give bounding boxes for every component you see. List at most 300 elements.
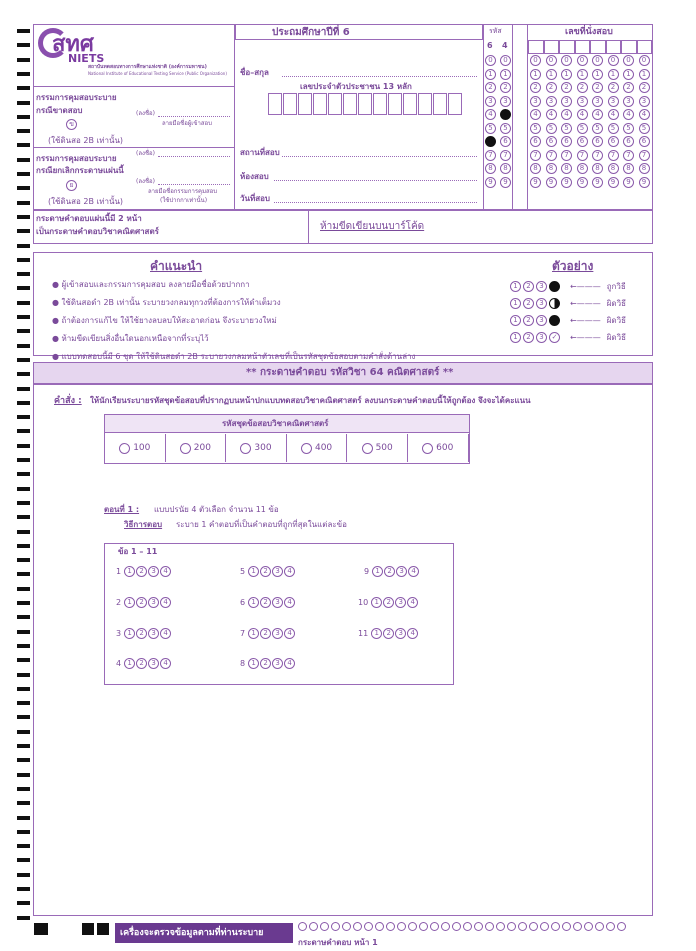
seat-number-bubble[interactable]: 9 bbox=[639, 177, 650, 188]
timing-mark bbox=[17, 487, 30, 491]
footer-bubble bbox=[485, 922, 494, 931]
seat-number-bubble[interactable]: 2 bbox=[546, 82, 557, 93]
set-code-bubble[interactable] bbox=[362, 443, 373, 454]
answer-bubble[interactable]: 1 bbox=[124, 566, 135, 577]
example-label: ผิดวิธี bbox=[606, 333, 626, 342]
timing-mark bbox=[17, 401, 30, 405]
id-digit-box[interactable] bbox=[313, 93, 327, 115]
subject-code-bubble[interactable]: 9 bbox=[485, 177, 496, 188]
footer-mark-3 bbox=[97, 923, 109, 935]
seat-number-bubble[interactable]: 9 bbox=[577, 177, 588, 188]
timing-mark bbox=[17, 329, 30, 333]
set-code-option[interactable] bbox=[226, 434, 287, 462]
answer-bubble[interactable]: 2 bbox=[260, 658, 271, 669]
arrow-icon: ←——— bbox=[570, 282, 601, 291]
sign-label-1: (ลงชื่อ) bbox=[136, 110, 155, 117]
subject-code-bubble[interactable]: 7 bbox=[500, 150, 511, 161]
seat-digit-box[interactable] bbox=[637, 40, 653, 54]
answer-bubble[interactable]: 4 bbox=[408, 566, 419, 577]
timing-mark bbox=[17, 615, 30, 619]
timing-mark bbox=[17, 286, 30, 290]
answer-bubble[interactable]: 1 bbox=[248, 566, 259, 577]
seat-number-bubble[interactable]: 4 bbox=[592, 109, 603, 120]
timing-mark bbox=[17, 344, 30, 348]
seat-number-bubble[interactable]: 0 bbox=[623, 55, 634, 66]
proctor-absent-label: กรรมการคุมสอบระบาย bbox=[36, 93, 117, 102]
footer-bubble bbox=[353, 922, 362, 931]
seat-number-bubble[interactable]: 8 bbox=[608, 163, 619, 174]
answer-bubble[interactable]: 1 bbox=[124, 597, 135, 608]
sign-line-2[interactable] bbox=[158, 156, 230, 157]
level-label: ประถมศึกษาปีที่ 6 bbox=[272, 27, 350, 38]
timing-mark bbox=[17, 143, 30, 147]
example-bubble bbox=[549, 298, 560, 309]
subject-code-bubble[interactable]: 0 bbox=[500, 55, 511, 66]
seat-number-bubble[interactable]: 4 bbox=[530, 109, 541, 120]
timing-mark bbox=[17, 701, 30, 705]
answer-bubble[interactable]: 4 bbox=[284, 628, 295, 639]
timing-mark bbox=[17, 801, 30, 805]
seat-number-bubble[interactable]: 1 bbox=[530, 69, 541, 80]
name-line[interactable] bbox=[282, 76, 477, 77]
question-range: ข้อ 1 – 11 bbox=[118, 547, 158, 556]
seat-number-bubble[interactable]: 7 bbox=[530, 150, 541, 161]
timing-mark bbox=[17, 530, 30, 534]
set-code-option[interactable] bbox=[408, 434, 469, 462]
seat-number-bubble[interactable]: 2 bbox=[592, 82, 603, 93]
seat-number-bubble[interactable]: 0 bbox=[592, 55, 603, 66]
answer-bubble[interactable]: 2 bbox=[136, 658, 147, 669]
footer-bubble bbox=[320, 922, 329, 931]
answer-bubble[interactable]: 1 bbox=[371, 628, 382, 639]
timing-mark bbox=[17, 358, 30, 362]
sign-line-3[interactable] bbox=[158, 184, 230, 185]
subject-code-bubble[interactable]: 2 bbox=[485, 82, 496, 93]
subject-code-bubble[interactable]: 8 bbox=[485, 163, 496, 174]
seat-digit-box[interactable] bbox=[528, 40, 544, 54]
id-digit-box[interactable] bbox=[373, 93, 387, 115]
seat-number-column bbox=[577, 55, 588, 190]
example-bubble: 1 bbox=[510, 332, 521, 343]
subject-code-bubble[interactable]: 6 bbox=[485, 136, 496, 147]
seat-number-bubble[interactable]: 3 bbox=[577, 96, 588, 107]
subject-code-bubble[interactable]: 5 bbox=[485, 123, 496, 134]
seat-number-bubble[interactable]: 1 bbox=[577, 69, 588, 80]
answer-bubble[interactable]: 2 bbox=[383, 597, 394, 608]
set-code-bubble[interactable] bbox=[240, 443, 251, 454]
seat-digit-box[interactable] bbox=[590, 40, 606, 54]
seat-number-bubble[interactable]: 9 bbox=[530, 177, 541, 188]
example-bubble: 1 bbox=[510, 298, 521, 309]
part1-desc: แบบปรนัย 4 ตัวเลือก จำนวน 11 ข้อ bbox=[154, 505, 279, 514]
seat-number-bubble[interactable]: 8 bbox=[623, 163, 634, 174]
seat-number-bubble[interactable]: 8 bbox=[561, 163, 572, 174]
seat-number-bubble[interactable]: 2 bbox=[608, 82, 619, 93]
id-digit-box[interactable] bbox=[388, 93, 402, 115]
footer-bubble bbox=[463, 922, 472, 931]
answer-bubble[interactable]: 1 bbox=[248, 597, 259, 608]
seat-number-bubble[interactable]: 2 bbox=[623, 82, 634, 93]
instruction-item: ● ใช้ดินสอดำ 2B เท่านั้น ระบายวงกลมทุกวงที่ต้องการให้ดำเต็มวง bbox=[52, 298, 281, 307]
seat-number-bubble[interactable]: 0 bbox=[608, 55, 619, 66]
footer-bubble bbox=[573, 922, 582, 931]
org-english: National Institute of Educational Testing Service (Public Organization) bbox=[88, 71, 227, 76]
seat-number-bubble[interactable]: 3 bbox=[530, 96, 541, 107]
answer-bubble[interactable]: 2 bbox=[383, 628, 394, 639]
timing-mark bbox=[17, 458, 30, 462]
question-number: 7 bbox=[240, 629, 246, 638]
example-bubble: 2 bbox=[523, 315, 534, 326]
seat-number-bubble[interactable]: 0 bbox=[530, 55, 541, 66]
arrow-icon: ←——— bbox=[570, 316, 601, 325]
seat-number-bubble[interactable]: 6 bbox=[530, 136, 541, 147]
seat-number-bubble[interactable]: 2 bbox=[561, 82, 572, 93]
seat-digit-box[interactable] bbox=[559, 40, 575, 54]
answer-bubble[interactable]: 3 bbox=[272, 628, 283, 639]
timing-mark bbox=[17, 858, 30, 862]
set-code-bubble[interactable] bbox=[119, 443, 130, 454]
footer-mark-1 bbox=[34, 923, 48, 935]
seat-number-bubble[interactable]: 4 bbox=[623, 109, 634, 120]
subject-code-d1: 6 bbox=[487, 41, 493, 50]
venue-label: สถานที่สอบ bbox=[240, 148, 280, 157]
examples-list bbox=[510, 280, 626, 348]
id-digit-box[interactable] bbox=[328, 93, 342, 115]
answer-bubble[interactable]: 2 bbox=[136, 628, 147, 639]
example-row bbox=[510, 314, 626, 327]
seat-number-bubble[interactable]: 1 bbox=[608, 69, 619, 80]
logo-sub: NIETS bbox=[68, 52, 105, 65]
id-digit-box[interactable] bbox=[358, 93, 372, 115]
subject-code-bubble[interactable]: 4 bbox=[485, 109, 496, 120]
seat-number-bubble[interactable]: 5 bbox=[623, 123, 634, 134]
timing-mark bbox=[17, 830, 30, 834]
id-digit-box[interactable] bbox=[268, 93, 282, 115]
id-digit-box[interactable] bbox=[448, 93, 462, 115]
set-code-option[interactable] bbox=[105, 434, 166, 462]
seat-number-bubble[interactable]: 6 bbox=[577, 136, 588, 147]
seat-number-bubble[interactable]: 8 bbox=[546, 163, 557, 174]
sign-label-2: (ลงชื่อ) bbox=[136, 150, 155, 157]
answer-bubble[interactable]: 3 bbox=[272, 658, 283, 669]
seat-number-bubble[interactable]: 7 bbox=[546, 150, 557, 161]
subject-code-bubble[interactable]: 1 bbox=[500, 69, 511, 80]
method-desc: ระบาย 1 คำตอบที่เป็นคำตอบที่ถูกที่สุดในแต่ละข้อ bbox=[176, 520, 347, 529]
example-bubble: 2 bbox=[523, 298, 534, 309]
seat-number-bubble[interactable]: 9 bbox=[623, 177, 634, 188]
timing-mark bbox=[17, 730, 30, 734]
arrow-icon: ←——— bbox=[570, 299, 601, 308]
timing-mark bbox=[17, 572, 30, 576]
seat-number-bubble[interactable]: 4 bbox=[608, 109, 619, 120]
proctor-absent-note: (ใช้ดินสอ 2B เท่านั้น) bbox=[48, 136, 124, 145]
instruction-item: ● ห้ามขีดเขียนสิ่งอื่นใดนอกเหนือจากที่ระบุไว้ bbox=[52, 334, 209, 343]
timing-mark bbox=[17, 758, 30, 762]
footer-mark-2 bbox=[82, 923, 94, 935]
seat-number-bubble[interactable]: 4 bbox=[577, 109, 588, 120]
seat-number-bubble[interactable]: 0 bbox=[561, 55, 572, 66]
seat-number-column bbox=[623, 55, 634, 190]
set-code-value: 300 bbox=[254, 443, 272, 453]
set-code-value: 100 bbox=[133, 443, 151, 453]
seat-number-bubble[interactable]: 3 bbox=[546, 96, 557, 107]
answer-bubble[interactable]: 1 bbox=[248, 628, 259, 639]
answer-bubble[interactable]: 2 bbox=[260, 628, 271, 639]
footer-bubble bbox=[309, 922, 318, 931]
seat-number-bubble[interactable]: 7 bbox=[608, 150, 619, 161]
example-bubble: ✓ bbox=[549, 332, 560, 343]
id-digit-box[interactable] bbox=[418, 93, 432, 115]
answer-bubble[interactable]: 4 bbox=[284, 566, 295, 577]
answer-bubble[interactable]: 2 bbox=[136, 566, 147, 577]
timing-mark bbox=[17, 744, 30, 748]
seat-number-bubble[interactable]: 6 bbox=[623, 136, 634, 147]
timing-mark bbox=[17, 115, 30, 119]
answer-bubble[interactable]: 4 bbox=[160, 597, 171, 608]
id-digit-box[interactable] bbox=[433, 93, 447, 115]
footer-bubble bbox=[584, 922, 593, 931]
sign-line-1[interactable] bbox=[158, 116, 230, 117]
seat-number-bubble[interactable]: 6 bbox=[546, 136, 557, 147]
question-row bbox=[116, 597, 172, 608]
timing-mark bbox=[17, 258, 30, 262]
example-label: ผิดวิธี bbox=[606, 299, 626, 308]
date-line[interactable] bbox=[274, 202, 477, 203]
seat-number-bubble[interactable]: 4 bbox=[639, 109, 650, 120]
set-code-option[interactable] bbox=[166, 434, 227, 462]
answer-bubble[interactable]: 1 bbox=[248, 658, 259, 669]
answer-bubble[interactable]: 3 bbox=[272, 597, 283, 608]
answer-bubble[interactable]: 2 bbox=[136, 597, 147, 608]
seat-number-bubble[interactable]: 5 bbox=[561, 123, 572, 134]
seat-number-bubble[interactable]: 0 bbox=[577, 55, 588, 66]
seat-number-bubble[interactable]: 6 bbox=[608, 136, 619, 147]
footer-bubble bbox=[298, 922, 307, 931]
seat-number-bubble[interactable]: 5 bbox=[530, 123, 541, 134]
answer-bubble[interactable]: 3 bbox=[395, 597, 406, 608]
seat-number-bubble[interactable]: 2 bbox=[639, 82, 650, 93]
answer-bubble[interactable]: 2 bbox=[260, 597, 271, 608]
seat-number-bubble[interactable]: 8 bbox=[530, 163, 541, 174]
set-code-value: 200 bbox=[193, 443, 211, 453]
footer-bubble bbox=[562, 922, 571, 931]
seat-entry-grid[interactable] bbox=[528, 40, 652, 54]
seat-number-bubble[interactable]: 8 bbox=[577, 163, 588, 174]
example-bubble: 2 bbox=[523, 332, 534, 343]
seat-number-bubble[interactable]: 4 bbox=[561, 109, 572, 120]
set-code-option[interactable] bbox=[347, 434, 408, 462]
example-bubble: 3 bbox=[536, 298, 547, 309]
seat-number-bubble[interactable]: 5 bbox=[546, 123, 557, 134]
subject-code-bubble[interactable]: 2 bbox=[500, 82, 511, 93]
seat-digit-box[interactable] bbox=[544, 40, 560, 54]
example-bubble bbox=[549, 315, 560, 326]
id-digit-box[interactable] bbox=[403, 93, 417, 115]
answer-bubble[interactable]: 3 bbox=[395, 628, 406, 639]
part1-label: ตอนที่ 1 : bbox=[104, 505, 140, 514]
seat-number-bubble[interactable]: 3 bbox=[639, 96, 650, 107]
subject-code-bubble[interactable]: 3 bbox=[485, 96, 496, 107]
subject-code-bubble[interactable]: 3 bbox=[500, 96, 511, 107]
subject-code-bubble[interactable]: 6 bbox=[500, 136, 511, 147]
seat-number-bubble[interactable]: 1 bbox=[592, 69, 603, 80]
logo-text: สทศ bbox=[52, 31, 94, 57]
question-row bbox=[358, 628, 419, 639]
answer-bubble[interactable]: 4 bbox=[284, 658, 295, 669]
seat-number-bubble[interactable]: 3 bbox=[608, 96, 619, 107]
footer-page: กระดาษคำตอบ หน้า 1 bbox=[298, 938, 378, 947]
answer-bubble[interactable]: 2 bbox=[384, 566, 395, 577]
cancel-bubble[interactable]: ย bbox=[66, 180, 77, 191]
seat-number-bubble[interactable]: 5 bbox=[608, 123, 619, 134]
seat-number-bubble[interactable]: 6 bbox=[592, 136, 603, 147]
timing-mark bbox=[17, 901, 30, 905]
answer-bubble[interactable]: 4 bbox=[284, 597, 295, 608]
answer-bubble[interactable]: 4 bbox=[160, 628, 171, 639]
answer-bubble[interactable]: 3 bbox=[148, 628, 159, 639]
seat-number-bubble[interactable]: 7 bbox=[639, 150, 650, 161]
timing-mark bbox=[17, 787, 30, 791]
seat-number-bubble[interactable]: 7 bbox=[592, 150, 603, 161]
question-row bbox=[364, 566, 420, 577]
timing-mark bbox=[17, 415, 30, 419]
seat-digit-box[interactable] bbox=[606, 40, 622, 54]
seat-number-bubble[interactable]: 5 bbox=[639, 123, 650, 134]
timing-mark bbox=[17, 515, 30, 519]
seat-digit-box[interactable] bbox=[621, 40, 637, 54]
seat-number-bubble[interactable]: 5 bbox=[592, 123, 603, 134]
seat-number-bubble[interactable]: 1 bbox=[561, 69, 572, 80]
answer-bubble[interactable]: 3 bbox=[148, 566, 159, 577]
seat-number-bubble[interactable]: 7 bbox=[577, 150, 588, 161]
seat-number-bubble[interactable]: 9 bbox=[561, 177, 572, 188]
seat-number-column bbox=[592, 55, 603, 190]
footer-bubble bbox=[397, 922, 406, 931]
answer-bubble[interactable]: 4 bbox=[160, 658, 171, 669]
seat-number-bubble[interactable]: 2 bbox=[530, 82, 541, 93]
absent-bubble[interactable]: ข bbox=[66, 119, 77, 130]
seat-number-bubble[interactable]: 7 bbox=[561, 150, 572, 161]
sign-sub-1: ลายมือชื่อผู้เข้าสอบ bbox=[162, 120, 212, 127]
id-digit-box[interactable] bbox=[283, 93, 297, 115]
footer-bubble bbox=[507, 922, 516, 931]
seat-number-bubble[interactable]: 1 bbox=[623, 69, 634, 80]
name-label: ชื่อ–สกุล bbox=[240, 68, 269, 77]
footer-bubble bbox=[529, 922, 538, 931]
command-label: คำสั่ง : bbox=[54, 396, 82, 406]
seat-number-bubble[interactable]: 3 bbox=[623, 96, 634, 107]
seat-number-bubble[interactable]: 8 bbox=[592, 163, 603, 174]
subject-code-bubble[interactable]: 5 bbox=[500, 123, 511, 134]
footer-bubble bbox=[496, 922, 505, 931]
set-code-option[interactable] bbox=[287, 434, 348, 462]
timing-mark bbox=[17, 387, 30, 391]
seat-number-bubble[interactable]: 1 bbox=[546, 69, 557, 80]
set-code-bubble[interactable] bbox=[422, 443, 433, 454]
subject-code-bubble[interactable]: 0 bbox=[485, 55, 496, 66]
answer-bubble[interactable]: 3 bbox=[272, 566, 283, 577]
answer-bubble[interactable]: 1 bbox=[372, 566, 383, 577]
seat-number-label: เลขที่นั่งสอบ bbox=[565, 27, 613, 37]
example-bubble: 3 bbox=[536, 315, 547, 326]
id-boxes[interactable] bbox=[268, 93, 463, 115]
example-row bbox=[510, 331, 626, 344]
seat-number-bubble[interactable]: 9 bbox=[592, 177, 603, 188]
id-digit-box[interactable] bbox=[298, 93, 312, 115]
timing-mark bbox=[17, 101, 30, 105]
set-code-title: รหัสชุดข้อสอบวิชาคณิตศาสตร์ bbox=[222, 419, 329, 428]
seat-number-bubble[interactable]: 9 bbox=[608, 177, 619, 188]
timing-mark bbox=[17, 29, 30, 33]
seat-number-bubble[interactable]: 1 bbox=[639, 69, 650, 80]
footer-bubble bbox=[386, 922, 395, 931]
answer-bubble[interactable]: 2 bbox=[260, 566, 271, 577]
answer-bubble[interactable]: 3 bbox=[148, 597, 159, 608]
seat-number-bubble[interactable]: 0 bbox=[546, 55, 557, 66]
seat-number-bubble[interactable]: 5 bbox=[577, 123, 588, 134]
seat-number-bubble[interactable]: 9 bbox=[546, 177, 557, 188]
footer-bubble bbox=[606, 922, 615, 931]
question-row bbox=[358, 597, 419, 608]
timing-mark bbox=[17, 158, 30, 162]
subject-code-bubble[interactable]: 7 bbox=[485, 150, 496, 161]
seat-number-bubble[interactable]: 0 bbox=[639, 55, 650, 66]
id-digit-box[interactable] bbox=[343, 93, 357, 115]
timing-mark bbox=[17, 887, 30, 891]
timing-mark bbox=[17, 244, 30, 248]
answer-bubble[interactable]: 4 bbox=[407, 628, 418, 639]
venue-line[interactable] bbox=[282, 156, 477, 157]
question-number: 9 bbox=[364, 567, 370, 576]
question-row bbox=[116, 628, 172, 639]
answer-bubble[interactable]: 1 bbox=[124, 628, 135, 639]
example-bubble: 3 bbox=[536, 281, 547, 292]
subject-code-bubble[interactable]: 8 bbox=[500, 163, 511, 174]
method-label: วิธีการตอบ bbox=[124, 520, 163, 529]
answer-bubble[interactable]: 3 bbox=[396, 566, 407, 577]
footer-bubble bbox=[441, 922, 450, 931]
seat-number-bubble[interactable]: 3 bbox=[561, 96, 572, 107]
answer-bubble[interactable]: 4 bbox=[160, 566, 171, 577]
room-line[interactable] bbox=[274, 180, 477, 181]
seat-number-bubble[interactable]: 6 bbox=[639, 136, 650, 147]
timing-mark bbox=[17, 43, 30, 47]
timing-mark bbox=[17, 186, 30, 190]
seat-number-bubble[interactable]: 8 bbox=[639, 163, 650, 174]
set-code-bubble[interactable] bbox=[301, 443, 312, 454]
timing-mark bbox=[17, 72, 30, 76]
question-row bbox=[240, 597, 296, 608]
instructions-list bbox=[52, 278, 415, 368]
seat-number-bubble[interactable]: 2 bbox=[577, 82, 588, 93]
seat-number-bubble[interactable]: 7 bbox=[623, 150, 634, 161]
answer-bubble[interactable]: 3 bbox=[148, 658, 159, 669]
seat-number-bubble[interactable]: 6 bbox=[561, 136, 572, 147]
seat-number-bubble[interactable]: 3 bbox=[592, 96, 603, 107]
subject-code-bubble[interactable]: 4 bbox=[500, 109, 511, 120]
subject-code-bubble[interactable]: 9 bbox=[500, 177, 511, 188]
question-number: 2 bbox=[116, 598, 122, 607]
seat-number-bubble[interactable]: 4 bbox=[546, 109, 557, 120]
answer-bubble[interactable]: 1 bbox=[371, 597, 382, 608]
subject-code-bubble[interactable]: 1 bbox=[485, 69, 496, 80]
answer-bubble[interactable]: 1 bbox=[124, 658, 135, 669]
set-code-bubble[interactable] bbox=[180, 443, 191, 454]
timing-mark bbox=[17, 472, 30, 476]
footer-bubble bbox=[342, 922, 351, 931]
seat-digit-box[interactable] bbox=[575, 40, 591, 54]
answer-bubble[interactable]: 4 bbox=[407, 597, 418, 608]
